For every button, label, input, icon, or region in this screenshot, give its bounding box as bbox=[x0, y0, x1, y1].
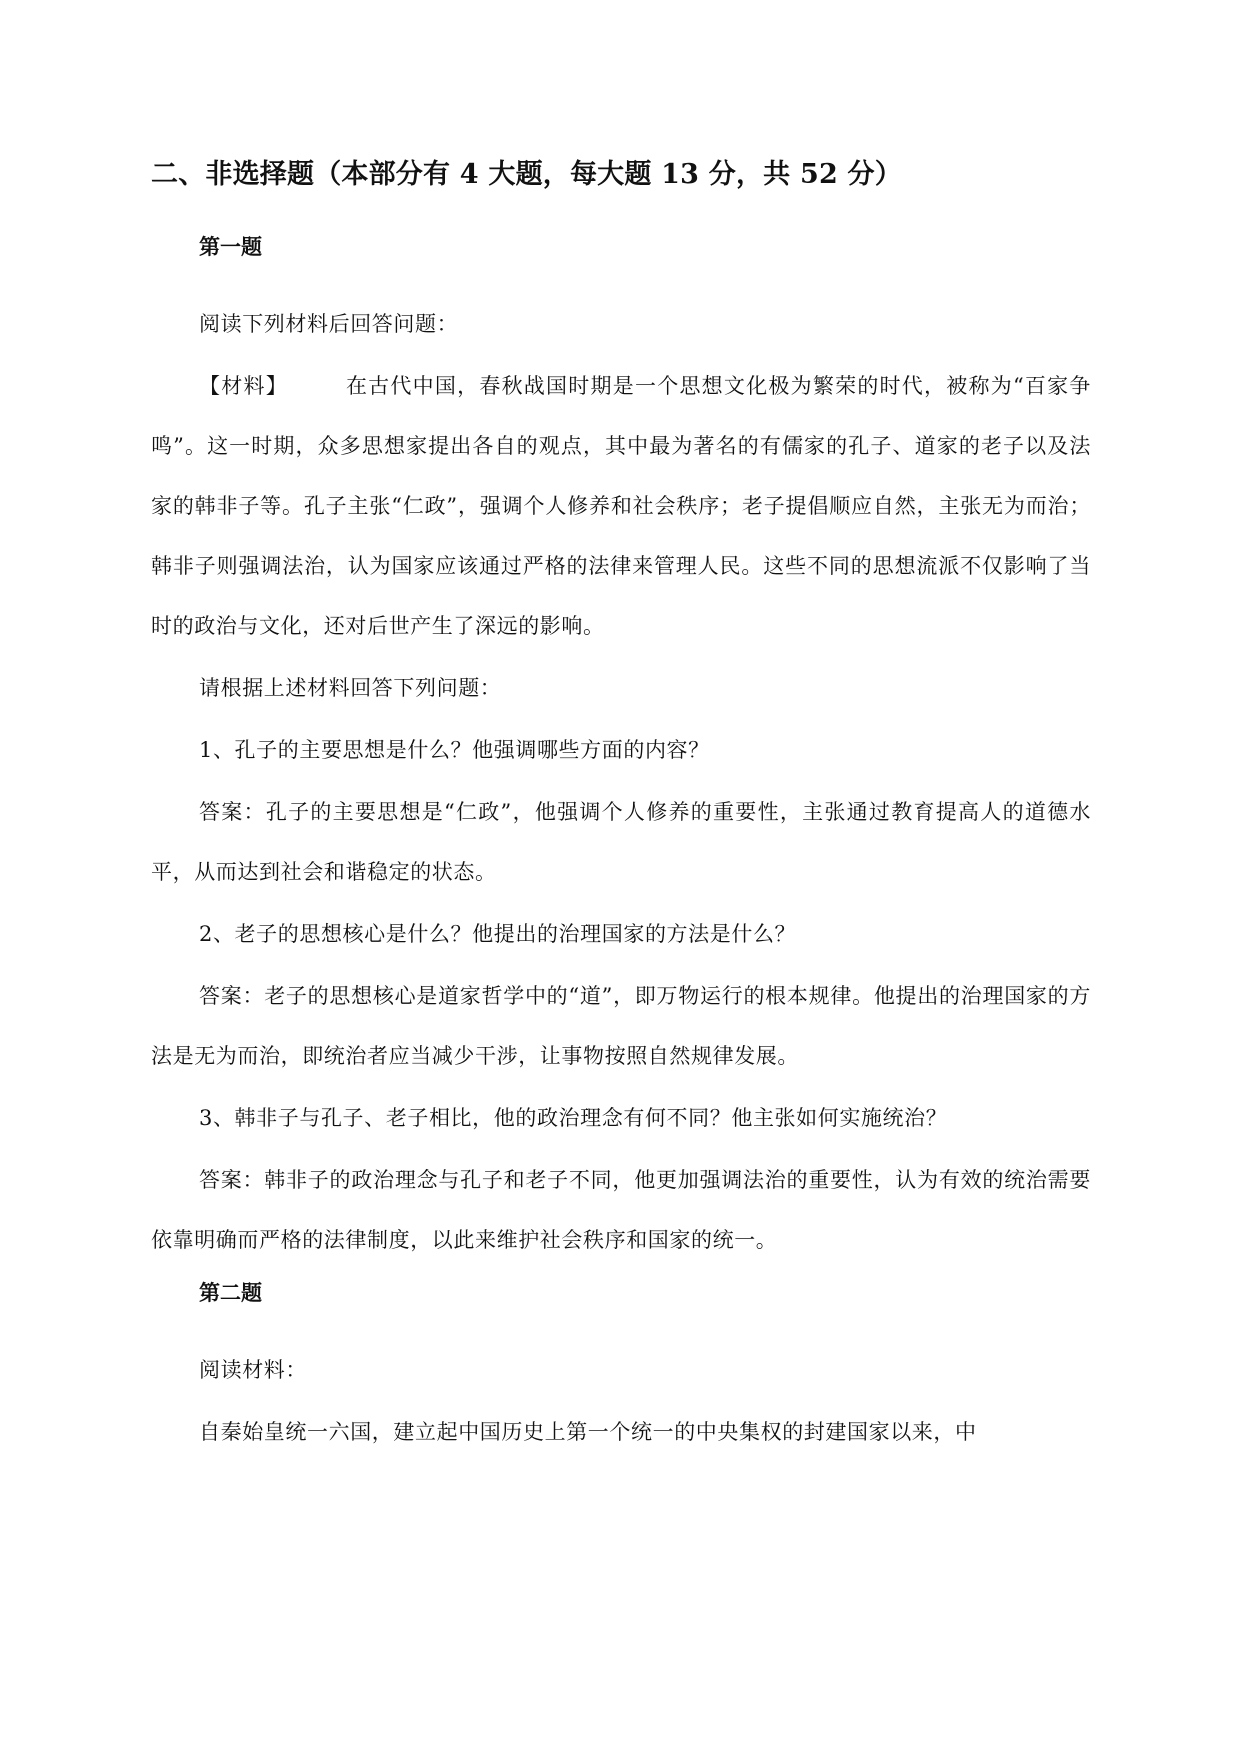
question-1-heading: 第一题 bbox=[199, 234, 262, 259]
material-tag: 【材料】 bbox=[199, 374, 288, 398]
section-title: 二、非选择题（本部分有 4 大题，每大题 13 分，共 52 分） bbox=[151, 159, 902, 190]
material-text: 在古代中国，春秋战国时期是一个思想文化极为繁荣的时代，被称为“百家争鸣”。这一时期，众多思想家提出各自的观点，其中最为著名的有儒家的孔子、道家的老子以及法家的韩非子等。孔子主张“仁政”，强调个人修养和社会秩序；老子提倡顺应自然，主张无为而治；韩非子则强调法治，认为国家应该通过严格的法律来管理人民。这些不同的思想流派不仅影响了当时的政治与文化，还对后世产生了深远的影响。 bbox=[151, 374, 1091, 638]
question-2-intro: 阅读材料： bbox=[199, 1358, 307, 1382]
question-1-material bbox=[151, 356, 1091, 656]
sub-question-2: 2、老子的思想核心是什么？他提出的治理国家的方法是什么？ bbox=[199, 922, 797, 946]
question-2-heading: 第二题 bbox=[199, 1280, 262, 1305]
sub-question-1: 1、孔子的主要思想是什么？他强调哪些方面的内容？ bbox=[199, 738, 710, 762]
answer-2: 答案：老子的思想核心是道家哲学中的“道”，即万物运行的根本规律。他提出的治理国家的方法是无为而治，即统治者应当减少干涉，让事物按照自然规律发展。 bbox=[151, 984, 1091, 1068]
answer-1: 答案：孔子的主要思想是“仁政”，他强调个人修养的重要性，主张通过教育提高人的道德水平，从而达到社会和谐稳定的状态。 bbox=[151, 800, 1091, 884]
sub-question-3: 3、韩非子与孔子、老子相比，他的政治理念有何不同？他主张如何实施统治？ bbox=[199, 1106, 948, 1130]
question-1-intro: 阅读下列材料后回答问题： bbox=[199, 312, 459, 336]
document-page bbox=[151, 152, 1091, 1462]
answer-3: 答案：韩非子的政治理念与孔子和老子不同，他更加强调法治的重要性，认为有效的统治需要依靠明确而严格的法律制度，以此来维护社会秩序和国家的统一。 bbox=[151, 1168, 1091, 1252]
question-1-prompt: 请根据上述材料回答下列问题： bbox=[199, 676, 502, 700]
question-2-material: 自秦始皇统一六国，建立起中国历史上第一个统一的中央集权的封建国家以来，中 bbox=[199, 1420, 977, 1444]
